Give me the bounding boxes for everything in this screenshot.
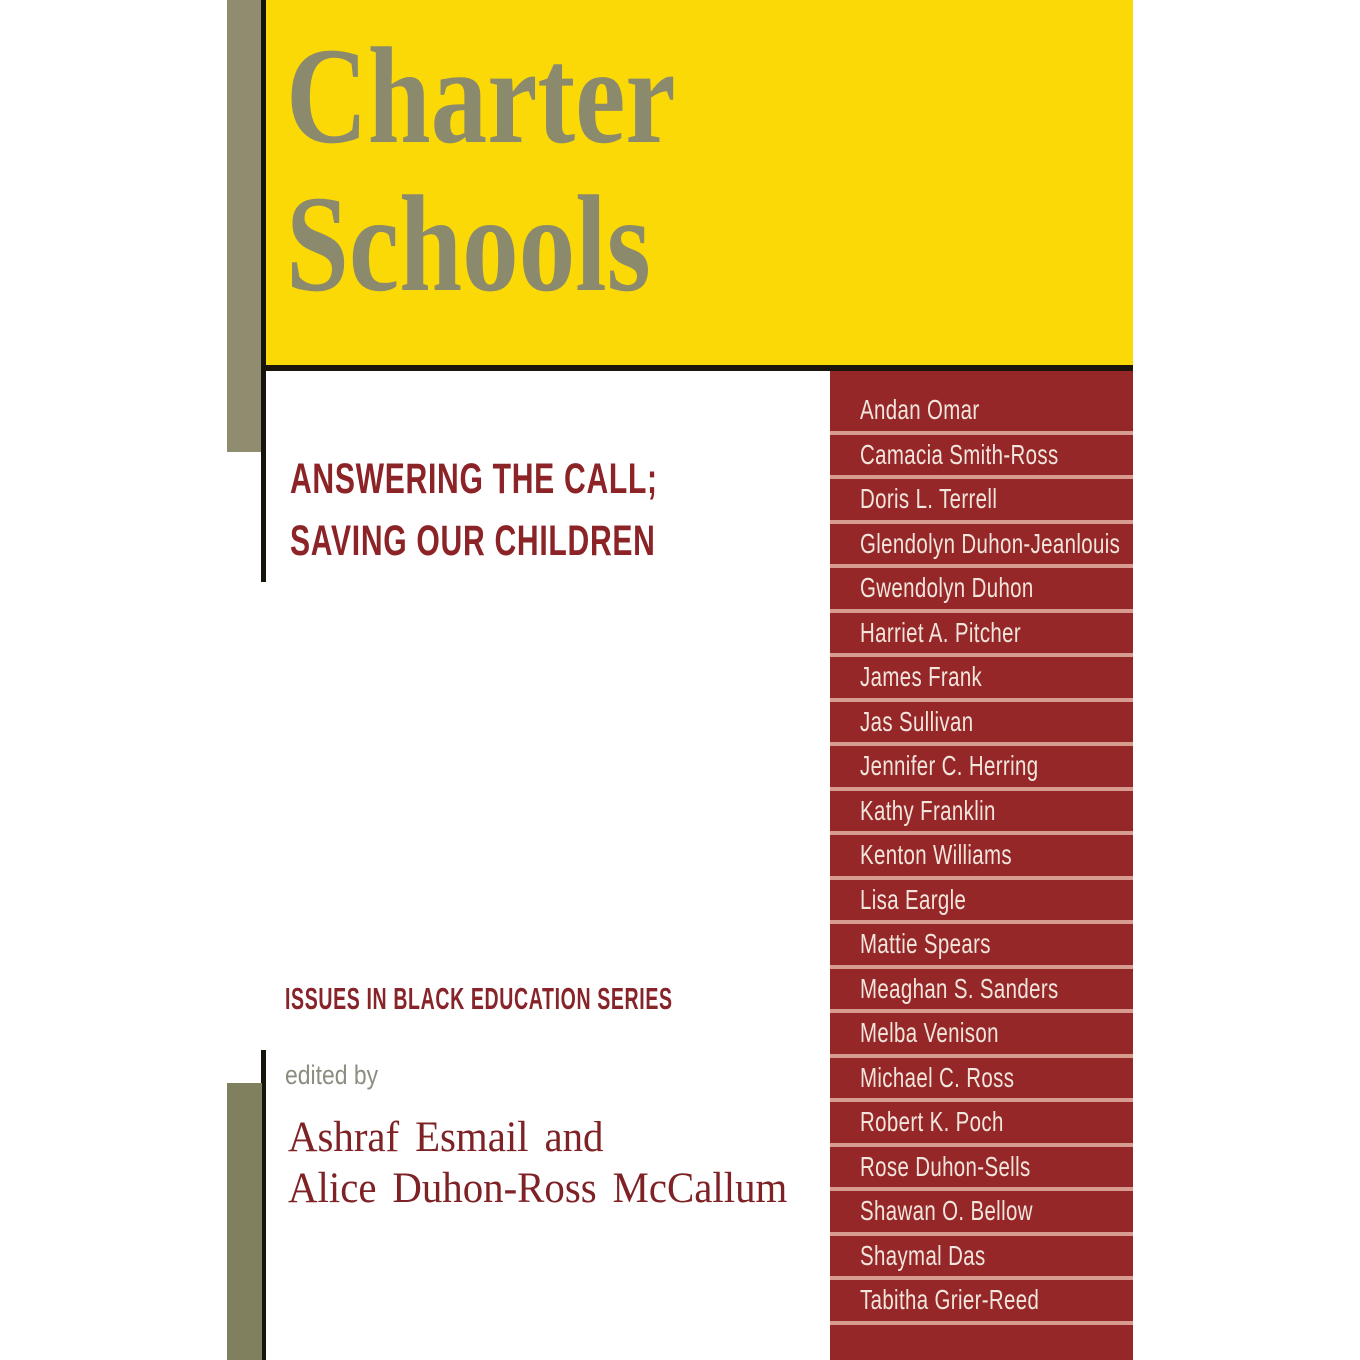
contributor-name: Tabitha Grier-Reed (860, 1284, 1040, 1316)
contributors-list (830, 371, 1133, 1360)
contributor-row (830, 924, 1133, 969)
contributor-name: Mattie Spears (860, 928, 991, 960)
series-title: ISSUES IN BLACK EDUCATION SERIES (285, 981, 673, 1016)
contributor-name: Robert K. Poch (860, 1106, 1004, 1138)
contributor-row (830, 613, 1133, 658)
contributor-row (830, 746, 1133, 791)
contributor-name: Kathy Franklin (860, 794, 996, 826)
contributor-row (830, 524, 1133, 569)
contributor-row (830, 568, 1133, 613)
contributor-name: Rose Duhon-Sells (860, 1150, 1031, 1182)
contributor-name: James Frank (860, 661, 983, 693)
contributor-row (830, 1280, 1133, 1325)
contributor-name: Camacia Smith-Ross (860, 438, 1059, 470)
subtitle-line2: SAVING OUR CHILDREN (290, 517, 656, 565)
contributor-name: Jennifer C. Herring (860, 750, 1039, 782)
contributor-row (830, 1236, 1133, 1281)
book-title (286, 19, 761, 320)
editors-line2: Alice Duhon-Ross McCallum (288, 1165, 788, 1212)
contributor-row (830, 479, 1133, 524)
editors-names (288, 1112, 814, 1214)
contributor-name: Shaymal Das (860, 1239, 986, 1271)
contributor-row (830, 1102, 1133, 1147)
contributor-name: Harriet A. Pitcher (860, 616, 1022, 648)
contributor-row (830, 1058, 1133, 1103)
contributor-row (830, 435, 1133, 480)
editors-line1: Ashraf Esmail and (288, 1114, 604, 1161)
contributor-name: Shawan O. Bellow (860, 1195, 1033, 1227)
contributor-row (830, 1191, 1133, 1236)
contributor-name: Jas Sullivan (860, 705, 974, 737)
contributor-name: Glendolyn Duhon-Jeanlouis (860, 527, 1121, 559)
contributor-row (830, 880, 1133, 925)
contributor-name: Doris L. Terrell (860, 483, 998, 515)
contributor-name: Lisa Eargle (860, 883, 967, 915)
contributor-name: Kenton Williams (860, 839, 1013, 871)
contributor-name: Melba Venison (860, 1017, 999, 1049)
accent-bar-bottom (227, 1083, 262, 1360)
accent-bar-top (227, 0, 262, 452)
contributor-row (830, 835, 1133, 880)
contributor-row (830, 702, 1133, 747)
contributor-name: Andan Omar (860, 394, 980, 426)
contributor-row (830, 657, 1133, 702)
edited-by-label: edited by (285, 1060, 379, 1090)
book-subtitle (290, 448, 815, 572)
contributor-name: Michael C. Ross (860, 1061, 1015, 1093)
contributor-row (830, 969, 1133, 1014)
contributor-name: Meaghan S. Sanders (860, 972, 1059, 1004)
contributor-row (830, 1013, 1133, 1058)
contributor-name: Gwendolyn Duhon (860, 572, 1034, 604)
book-title-line1: Charter (286, 19, 676, 172)
contributor-row (830, 1147, 1133, 1192)
contributor-row (830, 791, 1133, 836)
subtitle-line1: ANSWERING THE CALL; (290, 455, 658, 503)
book-title-line2: Schools (286, 167, 651, 320)
contributor-row (830, 390, 1133, 435)
